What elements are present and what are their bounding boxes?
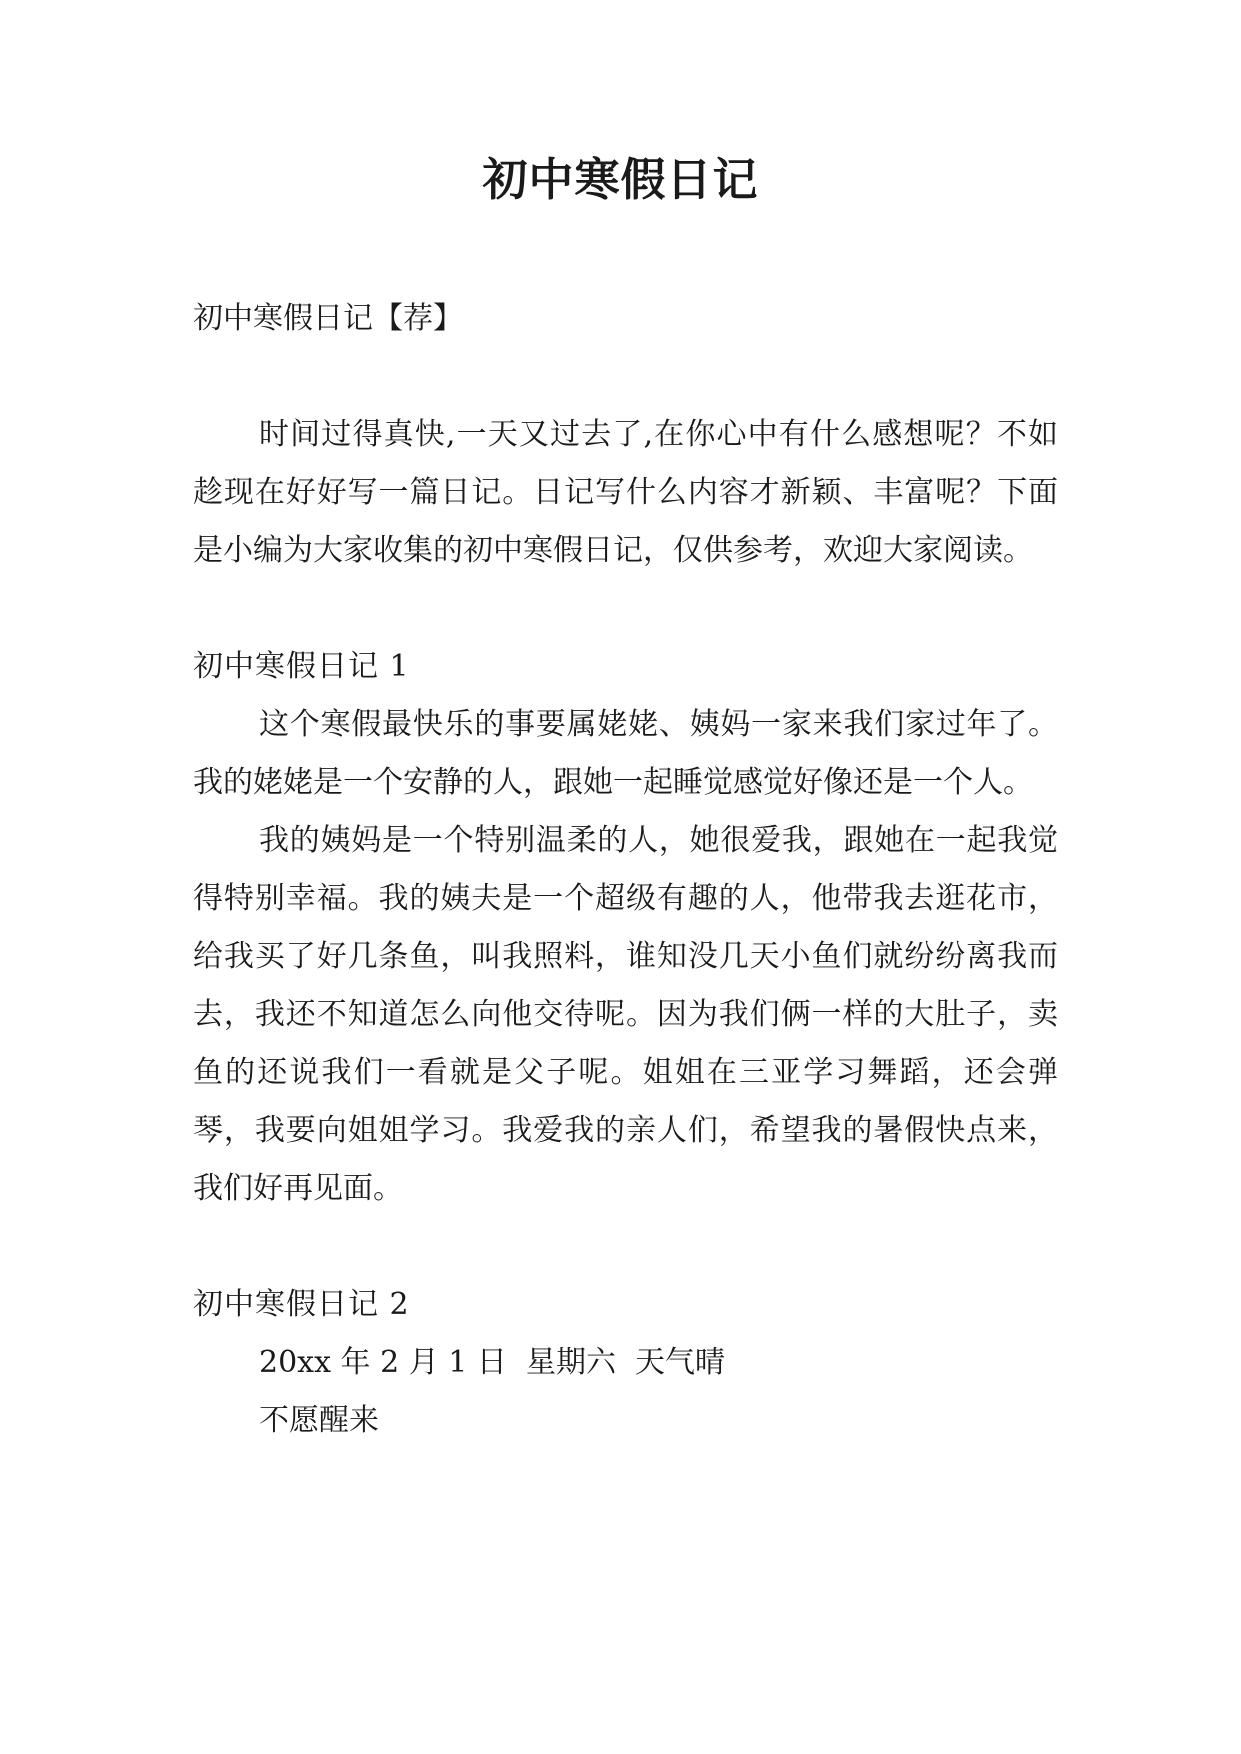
document-body xyxy=(193,290,1058,1450)
diary-date-line: 20xx 年 2 月 1 日 星期六 天气晴 xyxy=(259,1345,726,1380)
section-heading-2: 初中寒假日记 2 xyxy=(193,1287,410,1322)
diary-entry-title: 不愿醒来 xyxy=(259,1403,379,1438)
document-subtitle: 初中寒假日记【荐】 xyxy=(193,301,463,336)
intro-paragraph: 时间过得真快,一天又过去了,在你心中有什么感想呢？不如趁现在好好写一篇日记。日记写什么内容才新颖、丰富呢？下面是小编为大家收集的初中寒假日记，仅供参考，欢迎大家阅读。 xyxy=(193,417,1058,568)
section-1-paragraph-1: 这个寒假最快乐的事要属姥姥、姨妈一家来我们家过年了。我的姥姥是一个安静的人，跟她一起睡觉感觉好像还是一个人。 xyxy=(193,707,1058,800)
section-heading-1: 初中寒假日记 1 xyxy=(193,649,410,684)
section-1-paragraph-2: 我的姨妈是一个特别温柔的人，她很爱我，跟她在一起我觉得特别幸福。我的姨夫是一个超级有趣的人，他带我去逛花市，给我买了好几条鱼，叫我照料，谁知没几天小鱼们就纷纷离我而去，我还不知道怎么向他交待呢。因为我们俩一样的大肚子，卖鱼的还说我们一看就是父子呢。姐姐在三亚学习舞蹈，还会弹琴，我要向姐姐学习。我爱我的亲人们，希望我的暑假快点来，我们好再见面。 xyxy=(193,823,1058,1206)
document-title: 初中寒假日记 xyxy=(482,153,759,206)
